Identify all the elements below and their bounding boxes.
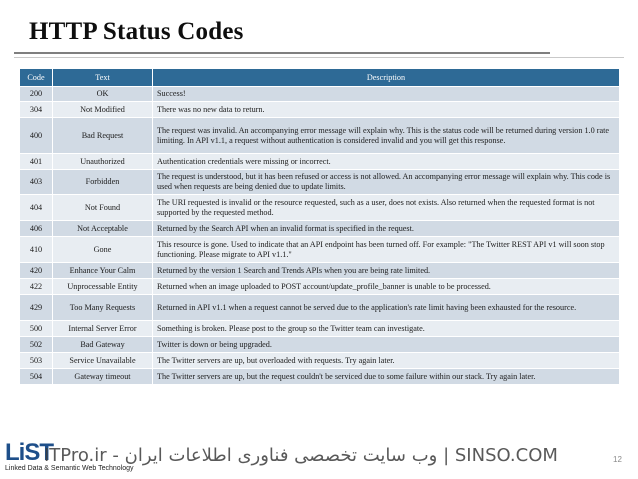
table-row bbox=[20, 369, 620, 385]
table-row bbox=[20, 195, 620, 221]
table-row bbox=[20, 295, 620, 321]
table-row bbox=[20, 263, 620, 279]
cell-text: Unauthorized bbox=[53, 154, 153, 170]
cell-description: The Twitter servers are up, but the request couldn't be serviced due to some failure within our stack. Try again later. bbox=[153, 369, 620, 385]
logo-text: LiST bbox=[5, 439, 53, 466]
cell-code: 400 bbox=[20, 118, 53, 154]
cell-description: The Twitter servers are up, but overloaded with requests. Try again later. bbox=[153, 353, 620, 369]
table-row bbox=[20, 237, 620, 263]
cell-text: Gone bbox=[53, 237, 153, 263]
cell-code: 502 bbox=[20, 337, 53, 353]
cell-description: The request is understood, but it has been refused or access is not allowed. An accompanying error message will explain why. This code is used when requests are being denied due to update limits. bbox=[153, 170, 620, 195]
cell-text: Bad Gateway bbox=[53, 337, 153, 353]
cell-description: Returned when an image uploaded to POST account/update_profile_banner is unable to be processed. bbox=[153, 279, 620, 295]
table-row bbox=[20, 353, 620, 369]
slide-title: HTTP Status Codes bbox=[29, 18, 244, 45]
cell-code: 401 bbox=[20, 154, 53, 170]
cell-text: Not Modified bbox=[53, 102, 153, 118]
table-row bbox=[20, 170, 620, 195]
cell-code: 420 bbox=[20, 263, 53, 279]
cell-description: Returned by the Search API when an invalid format is specified in the request. bbox=[153, 221, 620, 237]
logo-tagline: Linked Data & Semantic Web Technology bbox=[5, 465, 134, 472]
table-row bbox=[20, 87, 620, 102]
cell-description: Twitter is down or being upgraded. bbox=[153, 337, 620, 353]
cell-description: The request was invalid. An accompanying error message will explain why. This is the status code will be returned during version 1.0 rate limiting. In API v1.1, a request without authentication is considered invalid and you will get this response. bbox=[153, 118, 620, 154]
header-code: Code bbox=[20, 69, 53, 87]
cell-code: 429 bbox=[20, 295, 53, 321]
cell-text: Internal Server Error bbox=[53, 321, 153, 337]
cell-text: Bad Request bbox=[53, 118, 153, 154]
cell-text: Too Many Requests bbox=[53, 295, 153, 321]
table-row bbox=[20, 221, 620, 237]
cell-code: 504 bbox=[20, 369, 53, 385]
page-number: 12 bbox=[613, 455, 622, 464]
cell-description: This resource is gone. Used to indicate that an API endpoint has been turned off. For example: "The Twitter REST API v1 will soon stop functioning. Please migrate to API v1.1." bbox=[153, 237, 620, 263]
table-header-row bbox=[20, 69, 620, 87]
cell-description: Authentication credentials were missing or incorrect. bbox=[153, 154, 620, 170]
table-row bbox=[20, 279, 620, 295]
cell-code: 403 bbox=[20, 170, 53, 195]
cell-code: 200 bbox=[20, 87, 53, 102]
table-row bbox=[20, 154, 620, 170]
header-description: Description bbox=[153, 69, 620, 87]
cell-text: Enhance Your Calm bbox=[53, 263, 153, 279]
cell-text: Unprocessable Entity bbox=[53, 279, 153, 295]
cell-text: Service Unavailable bbox=[53, 353, 153, 369]
cell-description: Returned by the version 1 Search and Trends APIs when you are being rate limited. bbox=[153, 263, 620, 279]
title-underline-light bbox=[14, 57, 624, 58]
cell-code: 410 bbox=[20, 237, 53, 263]
cell-description: There was no new data to return. bbox=[153, 102, 620, 118]
cell-code: 406 bbox=[20, 221, 53, 237]
title-underline bbox=[14, 52, 550, 54]
header-text: Text bbox=[53, 69, 153, 87]
cell-description: The URI requested is invalid or the resource requested, such as a user, does not exists. Also returned when the requested format is not supported by the requested method. bbox=[153, 195, 620, 221]
table-row bbox=[20, 102, 620, 118]
cell-text: Gateway timeout bbox=[53, 369, 153, 385]
status-codes-table bbox=[19, 68, 620, 385]
table-row bbox=[20, 337, 620, 353]
cell-code: 503 bbox=[20, 353, 53, 369]
table-row bbox=[20, 321, 620, 337]
cell-description: Returned in API v1.1 when a request cannot be served due to the application's rate limit having been exhausted for the resource. bbox=[153, 295, 620, 321]
cell-description: Something is broken. Please post to the group so the Twitter team can investigate. bbox=[153, 321, 620, 337]
cell-text: Not Found bbox=[53, 195, 153, 221]
cell-text: OK bbox=[53, 87, 153, 102]
cell-code: 422 bbox=[20, 279, 53, 295]
cell-code: 404 bbox=[20, 195, 53, 221]
cell-text: Forbidden bbox=[53, 170, 153, 195]
table-row bbox=[20, 118, 620, 154]
cell-text: Not Acceptable bbox=[53, 221, 153, 237]
cell-description: Success! bbox=[153, 87, 620, 102]
watermark-text: ITPro.ir - وب سایت تخصصی فناوری اطلاعات ایران | SINSO.COM bbox=[44, 445, 558, 466]
cell-code: 500 bbox=[20, 321, 53, 337]
cell-code: 304 bbox=[20, 102, 53, 118]
